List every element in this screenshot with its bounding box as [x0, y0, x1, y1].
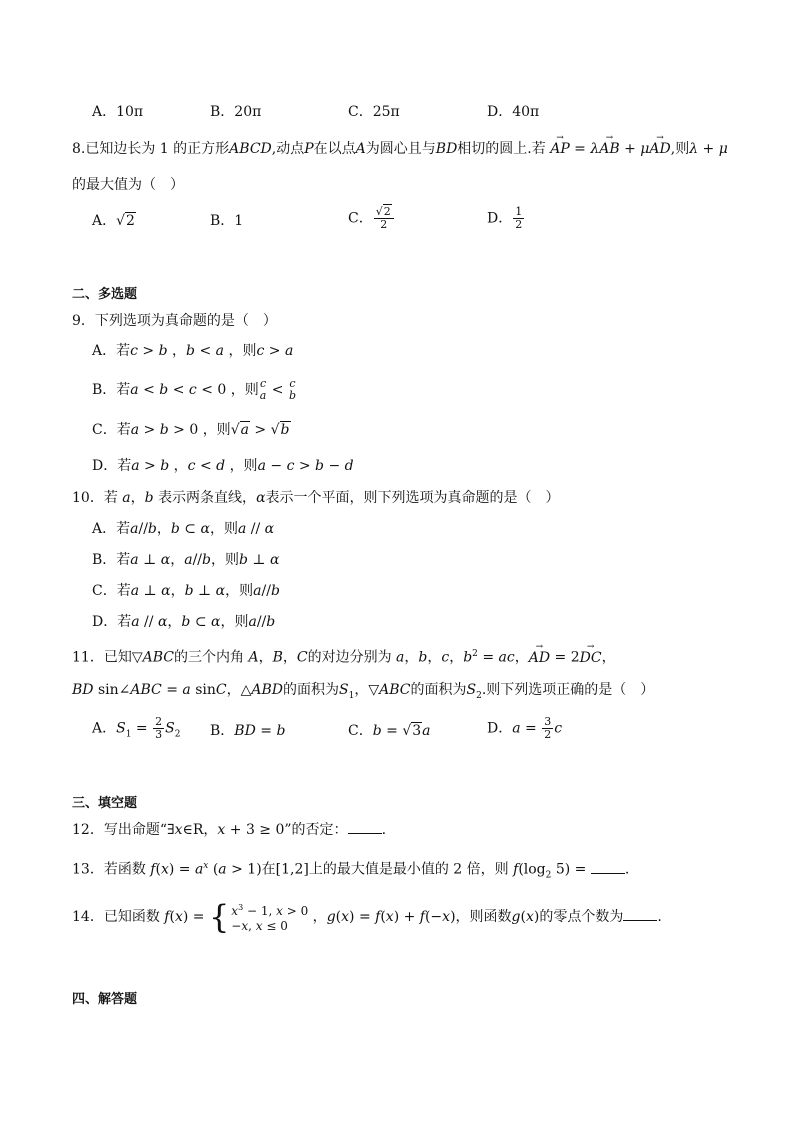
- q14-answer-blank[interactable]: [623, 908, 657, 921]
- q7-option-c: C．25π: [348, 104, 400, 120]
- section-heading-fill-in: 三、填空题: [72, 796, 138, 811]
- q9-option-d: D．若a > b ，c < d ，则a − c > b − d: [92, 458, 354, 474]
- q8-option-b: B．1: [210, 213, 244, 229]
- q7-option-b: B．20π: [210, 104, 262, 120]
- q8-option-d: D． $\frac{1}{2}$: [487, 205, 523, 231]
- section-heading-solutions: 四、解答题: [72, 992, 138, 1007]
- q10-option-b: B．若a ⊥ α，a//b，则b ⊥ α: [92, 552, 280, 568]
- q14-stem: 14．已知函数 f(x) = { $x^3 - 1$, x > 0 −x, x ≤ 0 ，g(x) = f(x) + f(−x)，则函数g(x)的零点个数为 .: [72, 898, 662, 936]
- q12-stem: 12．写出命题“∃x∈R，x + 3 ≥ 0”的否定： .: [72, 822, 387, 838]
- q8-option-c: C． $\frac{√2}{2}$: [348, 206, 395, 231]
- q13-stem: 13．若函数 $f(x) = a^x$ (a > 1)在[1,2]上的最大值是最小值的 2 倍，则 $f(\log_2$ 5) = .: [72, 861, 630, 881]
- q10-option-d: D．若a // α，b ⊂ α，则a//b: [92, 614, 276, 630]
- q11-stem-line-1: 11．已知▽ABC的三个内角 A，B，C的对边分别为 a，b，c，$b^2$ = ac，→ AD = 2→ DC，: [72, 645, 616, 667]
- q10-option-a: A．若a//b，b ⊂ α，则a // α: [92, 521, 275, 537]
- q11-option-a: A．$S_1$ = $\frac{2}{3}$ $S_2$: [92, 715, 181, 741]
- q11-option-c: C．b = √3a: [348, 723, 431, 739]
- q9-stem: 9．下列选项为真命题的是（ ）: [72, 313, 277, 329]
- q7-option-a: A．10π: [92, 104, 144, 120]
- q11-stem-line-2: BD sin∠ABC = a sinC，△ABD的面积为$S_1$，▽ABC的面积为$S_2$.则下列选项正确的是（ ）: [72, 682, 655, 701]
- q10-stem: 10．若 a，b 表示两条直线，α表示一个平面，则下列选项为真命题的是（ ）: [72, 490, 560, 506]
- q12-answer-blank[interactable]: [348, 821, 382, 834]
- q8-stem-line-1: 8.已知边长为 1 的正方形ABCD,动点P在以点A为圆心且与BD相切的圆上.若 → AP = λ→ AB + μ→ AD,则λ + μ: [72, 140, 728, 158]
- q9-option-a: A．若c > b ，b < a ，则c > a: [92, 343, 294, 359]
- q9-option-b: B．若a < b < c < 0 ，则 c a < c b: [92, 377, 296, 402]
- q11-option-d: D．a = $\frac{3}{2}$ c: [487, 715, 563, 741]
- q7-option-d: D．40π: [487, 104, 540, 120]
- q9-option-c: C．若a > b > 0 ，则√a > √b: [92, 422, 290, 438]
- q8-stem-line-2: 的最大值为（ ）: [72, 177, 184, 193]
- section-heading-multiple-choice: 二、多选题: [72, 287, 138, 302]
- q11-option-b: B．BD = b: [210, 723, 286, 739]
- q13-answer-blank[interactable]: [591, 861, 625, 874]
- q10-option-c: C．若a ⊥ α，b ⊥ α，则a//b: [92, 583, 280, 599]
- q8-option-a: A．√2: [92, 213, 135, 229]
